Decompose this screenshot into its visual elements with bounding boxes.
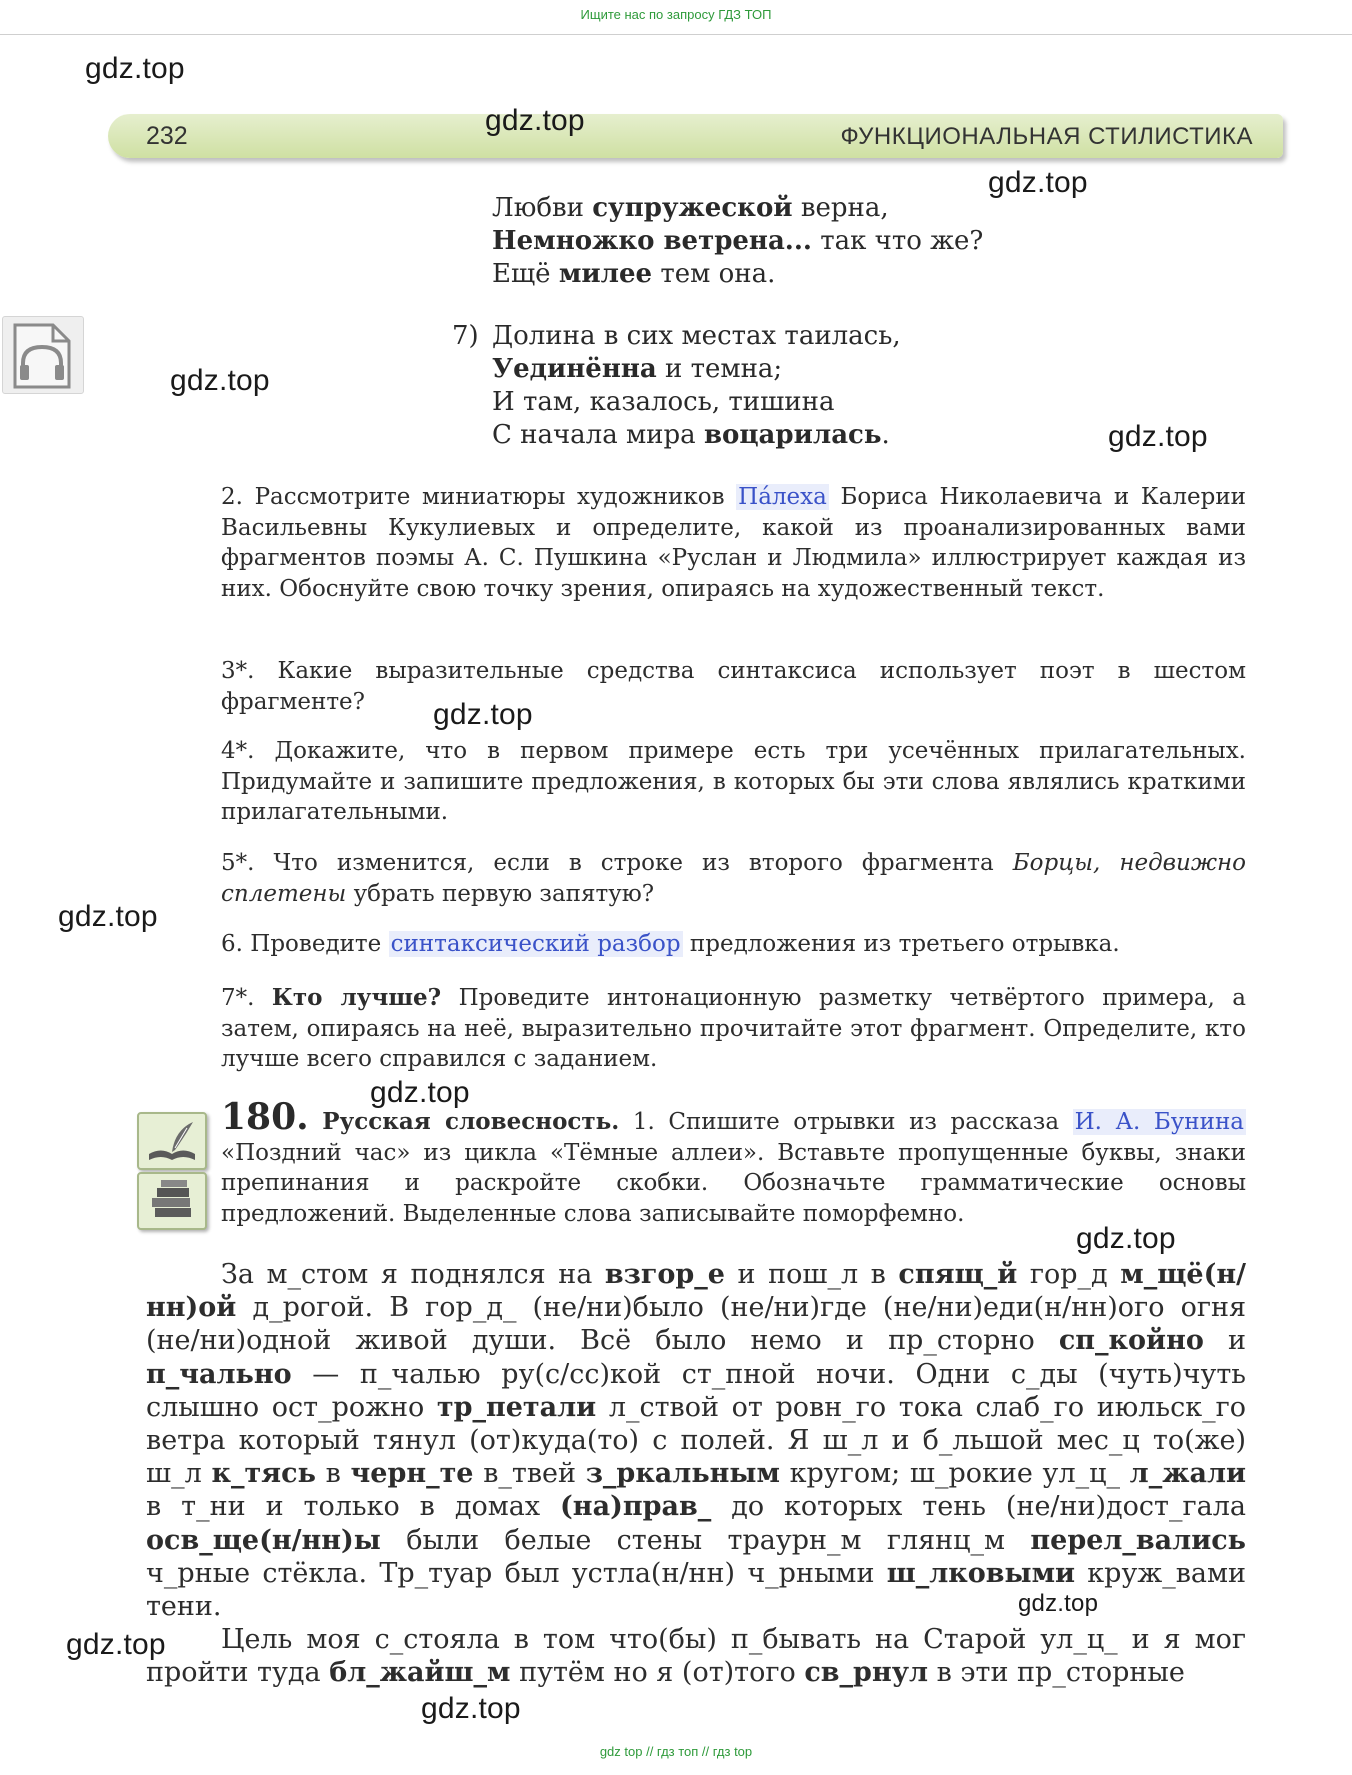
poem-line: Долина в сих местах таилась,	[492, 321, 901, 351]
poem-line: Ещё милее тем она.	[492, 259, 776, 289]
watermark: gdz.top	[1076, 1222, 1176, 1255]
task-3: 3*. Какие выразительные средства синтаксиса использует поэт в шестом фрагменте?	[221, 658, 1246, 715]
watermark: gdz.top	[85, 52, 185, 85]
footer-links[interactable]: gdz top // гдз топ // гдз top	[599, 1744, 753, 1759]
watermark: gdz.top	[58, 900, 158, 933]
poem-line: Любви супружеской верна,	[492, 193, 889, 223]
watermark: gdz.top	[433, 698, 533, 731]
exercise-180-text	[146, 1258, 1246, 1690]
watermark: gdz.top	[421, 1692, 521, 1725]
write-feather-book-icon	[137, 1112, 207, 1170]
exercise-paragraph-2: Цель моя с_стояла в том что(бы) п_бывать на Старой ул_ц_ и я мог пройти туда бл_жайш_м путём но я (от)того св_рнул в эти пр_сторные	[146, 1624, 1246, 1689]
watermark: gdz.top	[1018, 1590, 1099, 1617]
task-5: 5*. Что изменится, если в строке из второго фрагмента Борцы, недвижно сплетены убрать первую запятую?	[221, 850, 1246, 907]
task-6: 6. Проведите синтаксический разбор предложения из третьего отрывка.	[221, 931, 1120, 957]
syntax-analysis-link[interactable]: синтаксический разбор	[390, 931, 681, 957]
palekh-link[interactable]: Па́леха	[738, 484, 827, 510]
watermark: gdz.top	[485, 104, 585, 137]
exercise-paragraph-1: За м_стом я поднялся на взгор_е и пош_л в спящ_й гор_д м_щё(н/нн)ой д_рогой. В гор_д_ (не/ни)было (не/ни)где (не/ни)еди(н/нн)ого огня (не/ни)одной живой души. Всё было немо и пр_сторно сп_койно и п_чально — п_чалью ру(с/сс)кой ст_пной ночи. Одни с_ды (чуть)чуть слышно ост_рожно тр_петали л_ствой от ровн_го тока слаб_го июльск_го ветра который тянул (от)куда(то) с полей. Я ш_л и б_льшой мес_ц то(же) ш_л к_тясь в черн_те в_твей з_ркальным кругом; ш_рокие ул_ц_ л_жали в т_ни и только в домах (на)прав_ до которых тень (не/ни)дост_гала осв_ще(н/нн)ы были белые стены траурн_м глянц_м перел_вались ч_рные стёкла. Тр_туар был устла(н/нн) ч_рными ш_лковыми круж_вами тени.	[146, 1259, 1247, 1623]
poem-line: И там, казалось, тишина	[492, 387, 835, 417]
poem-fragment-7	[492, 320, 901, 452]
page-header	[108, 114, 1283, 158]
watermark: gdz.top	[170, 364, 270, 397]
exercise-number: 180.	[221, 1096, 309, 1138]
section-title: ФУНКЦИОНАЛЬНАЯ СТИЛИСТИКА	[840, 123, 1253, 150]
task-7: 7*. Кто лучше? Проведите интонационную разметку четвёртого примера, а затем, опираясь на неё, выразительно прочитайте этот фрагмент. Определите, кто лучше всего справился с заданием.	[221, 984, 1247, 1072]
poem-line: Уединённа и темна;	[492, 354, 783, 384]
task-2: 2. Рассмотрите миниатюры художников Па́леха Бориса Николаевича и Калерии Васильевны Кукулиевых и определите, какой из проанализированных вами фрагментов поэмы А. С. Пушкина «Руслан и Людмила» иллюстрирует каждая из них. Обоснуйте свою точку зрения, опираясь на художественный текст.	[221, 484, 1246, 602]
watermark: gdz.top	[988, 166, 1088, 199]
books-stack-icon	[137, 1172, 207, 1230]
page-number: 232	[146, 122, 188, 150]
watermark: gdz.top	[370, 1076, 470, 1109]
poem-line: Немножко ветрена... так что же?	[492, 226, 984, 256]
watermark: gdz.top	[66, 1628, 166, 1661]
bunin-link[interactable]: И. А. Бунина	[1074, 1109, 1244, 1135]
poem-7-number: 7)	[452, 321, 479, 351]
audio-headphones-icon[interactable]	[2, 316, 84, 394]
poem-line: С начала мира воцарилась.	[492, 420, 890, 450]
exercise-180-intro: 180. Русская словесность. 1. Спишите отрывки из рассказа И. А. Бунина «Поздний час» из цикла «Тёмные аллеи». Вставьте пропущенные буквы, знаки препинания и раскройте скобки. Обозначьте грамматические основы предложений. Выделенные слова записывайте поморфемно.	[221, 1096, 1246, 1227]
poem-fragment-6-ending	[492, 192, 983, 291]
top-banner[interactable]: Ищите нас по запросу ГДЗ ТОП	[0, 0, 1352, 35]
watermark: gdz.top	[1108, 420, 1208, 453]
task-4: 4*. Докажите, что в первом примере есть три усечённых прилагательных. Придумайте и запишите предложения, в которых бы эти слова являлись краткими прилагательными.	[221, 738, 1246, 825]
